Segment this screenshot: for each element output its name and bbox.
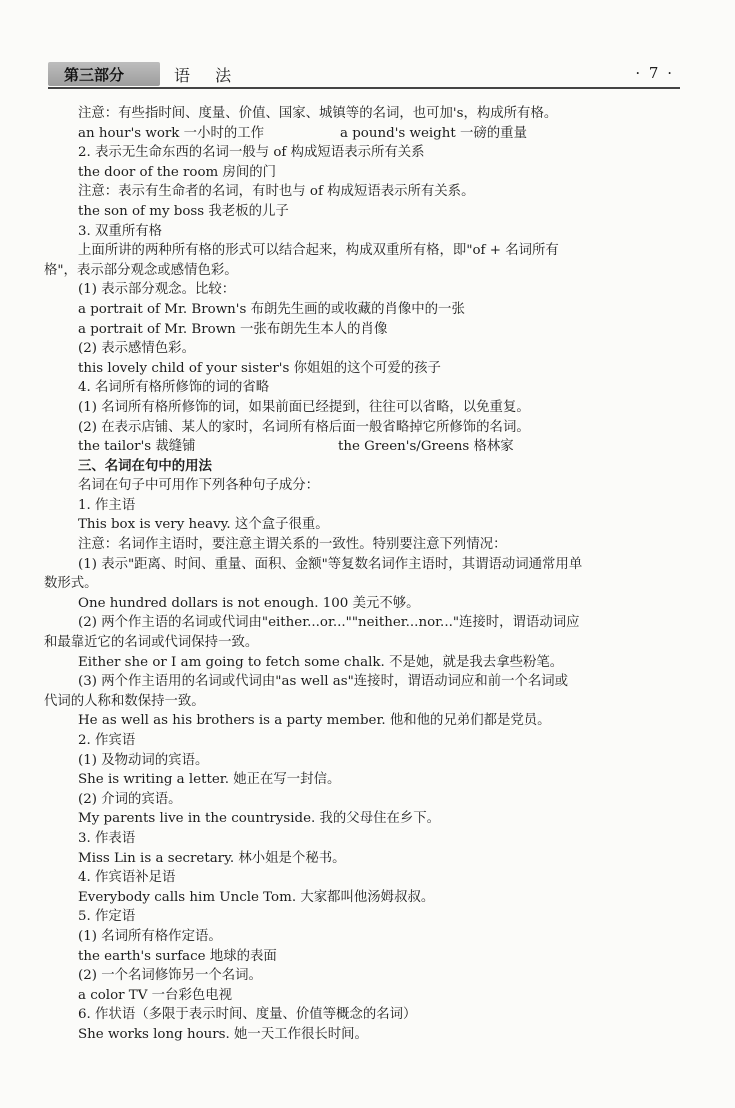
text-line: She is writing a letter. 她正在写一封信。 bbox=[78, 772, 341, 788]
text-line bbox=[44, 437, 682, 457]
text-line: 2. 作宾语 bbox=[78, 733, 136, 748]
text-line: 注意：名词作主语时，要注意主谓关系的一致性。特别要注意下列情况： bbox=[78, 537, 507, 553]
text-line: 代词的人称和数保持一致。 bbox=[44, 693, 205, 709]
text-line: (2) 一个名词修饰另一个名词。 bbox=[78, 968, 262, 984]
text-line: He as well as his brothers is a party member. 他和他的兄弟们都是党员。 bbox=[78, 713, 551, 729]
text-line-left: an hour's work 一小时的工作 bbox=[78, 125, 265, 141]
text-line: a portrait of Mr. Brown's 布朗先生画的或收藏的肖像中的一张 bbox=[78, 301, 465, 317]
text-line: this lovely child of your sister's 你姐姐的这个可爱的孩子 bbox=[78, 360, 441, 376]
page-header bbox=[48, 58, 680, 88]
section-title: 语 法 bbox=[174, 66, 242, 85]
text-line: the son of my boss 我老板的儿子 bbox=[78, 203, 289, 219]
text-line: 上面所讲的两种所有格的形式可以结合起来，构成双重所有格，即"of + 名词所有 bbox=[78, 243, 559, 259]
text-line: (3) 两个作主语用的名词或代词由"as well as"连接时，谓语动词应和前一个名词或 bbox=[78, 674, 569, 690]
text-line-right: the Green's/Greens 格林家 bbox=[338, 439, 514, 455]
text-line: the earth's surface 地球的表面 bbox=[78, 948, 277, 964]
text-line: the door of the room 房间的门 bbox=[78, 164, 277, 180]
text-line: a color TV 一台彩色电视 bbox=[78, 987, 233, 1003]
header-rule bbox=[48, 87, 680, 89]
part-label: 第三部分 bbox=[64, 66, 125, 84]
text-line: 三、名词在句中的用法 bbox=[78, 457, 212, 474]
text-line: a portrait of Mr. Brown 一张布朗先生本人的肖像 bbox=[78, 321, 388, 337]
text-line: Everybody calls him Uncle Tom. 大家都叫他汤姆叔叔。 bbox=[78, 889, 435, 905]
text-line: (1) 及物动词的宾语。 bbox=[78, 752, 209, 768]
text-line: 数形式。 bbox=[44, 576, 98, 592]
text-line: Either she or I am going to fetch some chalk. 不是她，就是我去拿些粉笔。 bbox=[78, 654, 564, 670]
part-tab bbox=[48, 62, 160, 86]
page-body bbox=[44, 104, 682, 1045]
text-line: Miss Lin is a secretary. 林小姐是个秘书。 bbox=[78, 850, 346, 866]
text-line: 和最靠近它的名词或代词保持一致。 bbox=[44, 635, 259, 651]
text-line: 注意：表示有生命者的名词，有时也与 of 构成短语表示所有关系。 bbox=[78, 184, 475, 200]
text-line: 4. 作宾语补足语 bbox=[78, 870, 176, 886]
text-line: 名词在句子中可用作下列各种句子成分： bbox=[78, 478, 320, 494]
page-number: · 7 · bbox=[635, 64, 674, 82]
text-line bbox=[44, 124, 682, 144]
text-line: (1) 名词所有格作定语。 bbox=[78, 928, 222, 944]
text-line: One hundred dollars is not enough. 100 美元不够。 bbox=[78, 595, 420, 611]
text-line: She works long hours. 她一天工作很长时间。 bbox=[78, 1026, 368, 1042]
text-line: (2) 两个作主语的名词或代词由"either...or...""neither...nor..."连接时，谓语动词应 bbox=[78, 615, 580, 631]
text-line: This box is very heavy. 这个盒子很重。 bbox=[78, 517, 329, 533]
text-line: 5. 作定语 bbox=[78, 909, 136, 925]
text-line-left: the tailor's 裁缝铺 bbox=[78, 439, 196, 455]
text-line-right: a pound's weight 一磅的重量 bbox=[340, 125, 527, 141]
text-line: My parents live in the countryside. 我的父母住在乡下。 bbox=[78, 811, 441, 827]
text-line: 格"，表示部分观念或感情色彩。 bbox=[44, 262, 238, 278]
text-line: 4. 名词所有格所修饰的词的省略 bbox=[78, 380, 270, 396]
text-line: (1) 表示部分观念。比较： bbox=[78, 282, 236, 298]
text-line: 3. 作表语 bbox=[78, 830, 136, 846]
text-line: (2) 介词的宾语。 bbox=[78, 791, 182, 807]
text-line: 1. 作主语 bbox=[78, 497, 136, 513]
text-line: (1) 表示"距离、时间、重量、面积、金额"等复数名词作主语时，其谓语动词通常用单 bbox=[78, 556, 583, 572]
text-line: 3. 双重所有格 bbox=[78, 223, 162, 239]
text-line: (1) 名词所有格所修饰的词，如果前面已经提到，往往可以省略，以免重复。 bbox=[78, 399, 530, 415]
text-line: 注意：有些指时间、度量、价值、国家、城镇等的名词，也可加's，构成所有格。 bbox=[78, 106, 558, 121]
text-line: 6. 作状语（多限于表示时间、度量、价值等概念的名词） bbox=[78, 1007, 417, 1023]
text-line: (2) 表示感情色彩。 bbox=[78, 341, 195, 357]
text-line: (2) 在表示店铺、某人的家时，名词所有格后面一般省略掉它所修饰的名词。 bbox=[78, 419, 530, 435]
text-line: 2. 表示无生命东西的名词一般与 of 构成短语表示所有关系 bbox=[78, 145, 425, 161]
